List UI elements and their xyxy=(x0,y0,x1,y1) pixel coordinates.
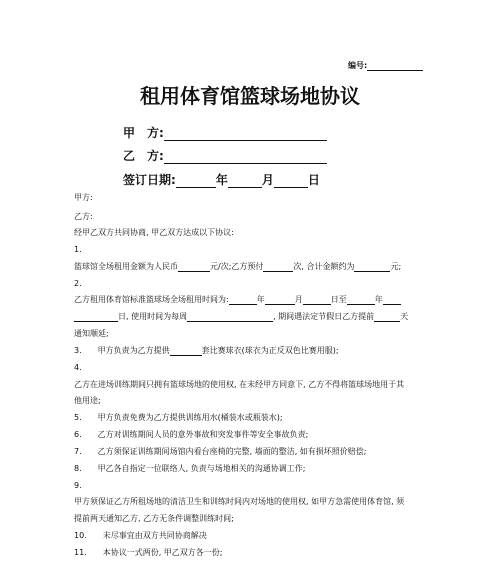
party-a-blank xyxy=(164,128,327,141)
clause-2-number: 2. xyxy=(74,279,82,288)
party-b-label: 乙 方: xyxy=(123,149,164,163)
sign-date-line xyxy=(123,171,320,188)
clause-4-number: 4. xyxy=(74,363,82,372)
serial-number-label: 编号: xyxy=(348,61,368,70)
total-amount-blank xyxy=(354,263,390,272)
clause-2-part-a: 乙方租用体育馆标准篮球场全场租用时间为: xyxy=(74,295,229,304)
clause-3-text xyxy=(74,346,426,356)
serial-number xyxy=(348,60,423,71)
clause-8-text: 8. 甲乙各自指定一位联络人, 负责与场地相关的沟通协调工作; xyxy=(74,464,306,473)
clause-5-text: 5. 甲方负责免费为乙方提供训练用水(桶装水或瓶装水); xyxy=(74,413,283,422)
clause-2-text-line3: 通知顺延; xyxy=(74,329,109,338)
clause-2-part-b: 日, 使用时间为每周 xyxy=(118,312,188,321)
party-a-label: 甲 方: xyxy=(123,126,164,140)
end-month-continued-blank xyxy=(74,313,118,322)
sign-month-blank xyxy=(228,175,262,188)
clause-7-text: 7. 乙方须保证训练期间场馆内看台座椅的完整, 墙面的整洁, 如有损坏照价赔偿; xyxy=(74,447,367,456)
document-title: 租用体育馆篮球场地协议 xyxy=(140,84,360,108)
clause-9-number: 9. xyxy=(74,481,82,490)
clause-1-part-b: 元/次;乙方预付 xyxy=(210,262,264,271)
body-party-a: 甲方: xyxy=(74,193,93,202)
clause-2-text-line2 xyxy=(74,312,426,322)
clause-3-part-a: 3. 甲方负责为乙方提供 xyxy=(74,346,170,355)
serial-number-blank xyxy=(367,61,423,71)
sign-day-label: 日 xyxy=(307,173,320,187)
sign-day-blank xyxy=(274,175,308,188)
clause-11-text: 11. 本协议一式两份, 甲乙双方各一份; xyxy=(74,548,223,557)
clause-9-text: 甲方须保证乙方所租场地的清洁卫生和训练时间内对场地的使用权, 如甲方急需使用体育馆, 须 xyxy=(74,497,405,506)
party-b-line xyxy=(123,147,327,164)
start-day-to-label: 日至 xyxy=(330,295,347,304)
weekly-time-blank xyxy=(187,313,273,322)
clause-6-text: 6. 乙方对训练期间人员的意外事故和突发事件等安全事故负责; xyxy=(74,430,309,439)
party-a-line xyxy=(123,124,327,141)
party-b-blank xyxy=(164,151,327,164)
clause-1-number: 1. xyxy=(74,245,82,254)
start-day-blank xyxy=(303,296,331,305)
start-month-blank xyxy=(265,296,295,305)
sign-year-label: 年 xyxy=(215,173,228,187)
clause-2-part-c: , 期间遇法定节假日乙方提前 xyxy=(273,312,375,321)
sign-year-blank xyxy=(176,175,216,188)
end-year-blank xyxy=(347,296,375,305)
clause-3-part-b: 套比赛球衣(球衣为正反双色比赛用服); xyxy=(201,346,339,355)
end-year-label: 年 xyxy=(374,295,383,304)
sign-month-label: 月 xyxy=(261,173,274,187)
start-year-label: 年 xyxy=(256,295,265,304)
clause-1-part-c: 次, 合计金额约为 xyxy=(293,262,355,271)
clause-1-part-d: 元; xyxy=(390,262,402,271)
clause-1-part-a: 篮球馆全场租用金额为人民币 xyxy=(74,262,178,271)
end-month-blank xyxy=(383,296,401,305)
prepaid-times-blank xyxy=(263,263,293,272)
clause-9-text-line2: 提前两天通知乙方, 乙方无条件调整训练时间; xyxy=(74,514,234,523)
clause-2-part-d: 天 xyxy=(400,312,409,321)
clause-4-text-line2: 他用途; xyxy=(74,396,101,405)
notice-days-blank xyxy=(374,313,400,322)
rent-amount-blank xyxy=(178,263,210,272)
start-year-blank xyxy=(229,296,257,305)
jersey-sets-blank xyxy=(170,347,202,356)
clause-1-text xyxy=(74,262,426,272)
clause-10-text: 10. 未尽事宜由双方共同协商解决 xyxy=(74,531,207,540)
body-intro: 经甲乙双方共同协商, 甲乙双方达成以下协议: xyxy=(74,228,234,237)
body-party-b: 乙方: xyxy=(74,212,93,221)
clause-2-text xyxy=(74,295,426,305)
start-month-label: 月 xyxy=(294,295,303,304)
sign-date-label: 签订日期: xyxy=(123,173,176,187)
clause-4-text: 乙方在进场训练期间只拥有篮球场地的使用权, 在未经甲方同意下, 乙方不得将篮球场地用于其 xyxy=(74,380,405,389)
